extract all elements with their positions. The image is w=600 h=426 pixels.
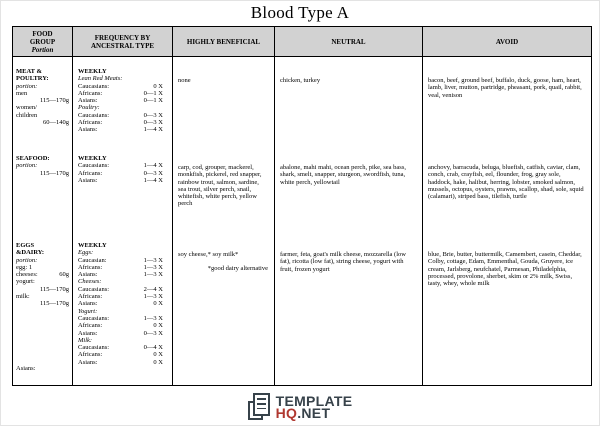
line-value: 1—4 X [143,126,163,134]
line-value: 60g [59,271,69,279]
line-value: 1—3 X [143,271,163,279]
line-label: Asians: [16,364,36,372]
frequency-line [78,351,163,358]
text-line [16,75,69,82]
line-label: portion: [16,162,38,170]
header-frequency [73,27,173,57]
text-line [16,104,69,111]
line-label: Africans: [78,293,103,301]
highly-beneficial-cell [173,240,275,385]
frequency-line [78,162,163,169]
line-label: Caucasians: [78,285,110,293]
frequency-lines [78,249,163,366]
logo-word-hq: HQ [275,404,298,421]
text-line [16,257,69,264]
avoid-cell [423,153,591,240]
line-value: 0—3 X [143,111,163,119]
avoid-cell [423,240,591,385]
frequency-line [78,90,163,97]
frequency-line [78,104,163,111]
line-value: 0—4 X [143,344,163,352]
text-line [16,162,69,169]
frequency-line [78,177,163,184]
text-line [16,90,69,97]
header-highly-beneficial [173,27,275,57]
text-line [16,278,69,285]
line-value: 1—3 X [143,314,163,322]
line-value: 1—4 X [143,176,163,184]
frequency-line [78,257,163,264]
frequency-line [78,308,163,315]
frequency-line [78,249,163,256]
frequency-cell [73,240,173,385]
line-label: Asians: [78,358,98,366]
line-value: 115—170g [39,285,69,293]
text-line [16,293,69,300]
text-line [16,264,69,271]
table-row-seafood [13,153,591,240]
frequency-period: WEEKLY [78,68,107,75]
line-value: 60—140g [43,119,69,127]
frequency-line [78,322,163,329]
frequency-line [78,75,163,82]
line-value: 0—3 X [143,119,163,127]
beneficial-text: carp, cod, grouper, mackerel, monkfish, pickerel, red snapper, rainbow trout, salmon, sardine, sea trout, silver perch, snail, whitefish, white perch, yellow perch [178,164,262,208]
line-label: Asians: [78,97,98,105]
line-label: SEAFOOD: [16,155,50,162]
table-row-meat-poultry [13,57,591,153]
line-label: Eggs: [78,249,94,257]
frequency-line [78,119,163,126]
frequency-period: WEEKLY [78,242,107,249]
frequency-line [78,83,163,90]
highly-beneficial-cell [173,57,275,153]
line-value: 0 X [153,82,163,90]
text-line [16,170,69,177]
line-label: Africans: [78,263,103,271]
avoid-text: anchovy, barracuda, beluga, bluefish, catfish, caviar, clam, conch, crab, crayfish, eel, flounder, frog, gray sole, haddock, hake, halibut, herring, lobster, smoked salmon, mussels, octopus, oysters, prawns, scallop, shad, sole, squid (calamari), striped bass, tilefish, turtle [428,164,584,201]
page-front-shape [253,393,270,416]
line-label: Caucasians: [78,162,110,170]
line-label: Africans: [78,169,103,177]
header-neutral-label: NEUTRAL [331,37,366,46]
frequency-line [78,315,163,322]
footer-watermark [1,393,599,420]
line-label: Poultry: [78,104,100,112]
header-neutral [275,27,423,57]
text-line [16,155,69,162]
header-frequency-line1: FREQUENCY BY [94,33,151,42]
frequency-line [78,170,163,177]
text-line [16,68,69,75]
neutral-cell [275,240,423,385]
line-label: portion: [16,82,38,90]
line-label: Caucasian: [78,256,107,264]
line-value: 0—3 X [143,329,163,337]
line-label: Cheeses: [78,278,102,286]
line-label: Caucasians: [78,344,110,352]
logo-word-net: .NET [297,404,331,421]
line-label: men [16,89,28,97]
text-line [16,300,69,307]
line-value: 2—4 X [143,285,163,293]
logo-word-template: TEMPLATE [275,392,353,409]
frequency-line [78,126,163,133]
table-header-row [13,27,591,57]
line-label: Asians: [78,271,98,279]
line-label: Asians: [78,126,98,134]
beneficial-footnote: *good dairy alternative [207,265,268,273]
line-value: 0—1 X [143,89,163,97]
line-value: 1—3 X [143,293,163,301]
line-value: 1—4 X [143,162,163,170]
header-food-group [13,27,73,57]
line-label: egg: 1 [16,263,33,271]
line-value: 0 X [153,351,163,359]
header-food-line2: GROUP [29,37,56,46]
frequency-period: WEEKLY [78,155,107,162]
avoid-cell [423,57,591,153]
line-label: yogurt: [16,278,35,286]
table-row-eggs-dairy [13,240,591,385]
avoid-text: blue, Brie, butter, buttermilk, Camembert, casein, Cheddar, Colby, cottage, Edam, Emmenthal, Gouda, Gruyere, ice cream, Jarlsberg, neufchatel, Parmesan, Philadelphia, processed, provolone, sherbet, skim or 2% milk, Swiss, tasty, whey, whole milk [428,251,582,288]
frequency-line [78,278,163,285]
header-beneficial-label: HIGHLY BENEFICIAL [186,37,261,46]
line-label: milk: [16,293,30,301]
neutral-text: chicken, turkey [280,77,321,84]
frequency-line [78,300,163,307]
text-line [16,271,69,278]
line-label: Caucasians: [78,82,110,90]
frequency-line [78,286,163,293]
header-avoid-label: AVOID [495,37,519,46]
line-label: Africans: [78,119,103,127]
line-label: MEAT & [16,68,42,75]
neutral-text: abalone, mahi mahi, ocean perch, pike, sea bass, shark, smelt, snapper, sturgeon, swordfish, tuna, white perch, yellowtail [280,164,406,186]
line-value: 115—170g [39,169,69,177]
frequency-line [78,112,163,119]
food-group-cell [13,153,73,240]
text-line [16,249,69,256]
line-value: 0 X [153,358,163,366]
line-label: Africans: [78,351,103,359]
line-label: Milk: [78,336,93,344]
line-label: children [16,111,38,119]
line-label: POULTRY: [16,75,49,83]
header-food-line1: FOOD [32,29,53,38]
header-food-portion: Portion [31,45,54,54]
line-value: 0 X [153,322,163,330]
text-line [16,286,69,293]
line-value: 1—3 X [143,263,163,271]
food-group-cell [13,57,73,153]
line-label: cheeses: [16,271,38,279]
frequency-line [78,330,163,337]
frequency-line [78,337,163,344]
frequency-line [78,293,163,300]
line-label: women/ [16,104,37,112]
line-label: Africans: [78,89,103,97]
frequency-cell [73,57,173,153]
line-label: &DAIRY: [16,249,45,257]
line-value: 0 X [153,300,163,308]
highly-beneficial-cell [173,153,275,240]
document-pages-icon [248,393,271,420]
header-avoid [423,27,591,57]
line-label: Asians: [78,176,98,184]
line-label: Asians: [78,300,98,308]
beneficial-text: soy cheese,* soy milk* [178,251,239,258]
frequency-line [78,271,163,278]
frequency-line [78,97,163,104]
line-label: portion: [16,256,38,264]
avoid-text: bacon, beef, ground beef, buffalo, duck, goose, ham, heart, lamb, liver, mutton, partridge, pheasant, pork, quail, rabbit, veal, venison [428,77,582,99]
line-label: Lean Red Meats: [78,75,123,83]
text-line [16,97,69,104]
line-label: Caucasians: [78,111,110,119]
diet-table [12,26,592,386]
line-value: 0—1 X [143,97,163,105]
text-line [16,242,69,249]
header-frequency-line2: ANCESTRAL TYPE [90,41,155,50]
frequency-line [78,344,163,351]
neutral-text: farmer, feta, goat's milk cheese, mozzarella (low fat), ricotta (low fat), string cheese, yogurt with fruit, frozen yogurt [280,251,406,273]
text-line [16,119,69,126]
line-label: Asians: [78,329,98,337]
food-group-cell [13,240,73,385]
line-label: Caucasians: [78,314,110,322]
neutral-cell [275,57,423,153]
text-line [16,83,69,90]
frequency-lines [78,162,163,184]
frequency-line [78,264,163,271]
frequency-cell [73,153,173,240]
text-line [16,365,69,372]
templatehq-logo [275,392,353,421]
line-value: 0—3 X [143,169,163,177]
line-value: 1—3 X [143,256,163,264]
line-value: 115—170g [39,97,69,105]
line-label: Yogurt: [78,307,98,315]
frequency-line [78,359,163,366]
frequency-lines [78,75,163,133]
line-value: 115—170g [39,300,69,308]
neutral-cell [275,153,423,240]
text-line [16,112,69,119]
beneficial-text: none [178,77,191,84]
line-label: Africans: [78,322,103,330]
page-title: Blood Type A [250,3,350,22]
line-label: EGGS [16,242,35,249]
